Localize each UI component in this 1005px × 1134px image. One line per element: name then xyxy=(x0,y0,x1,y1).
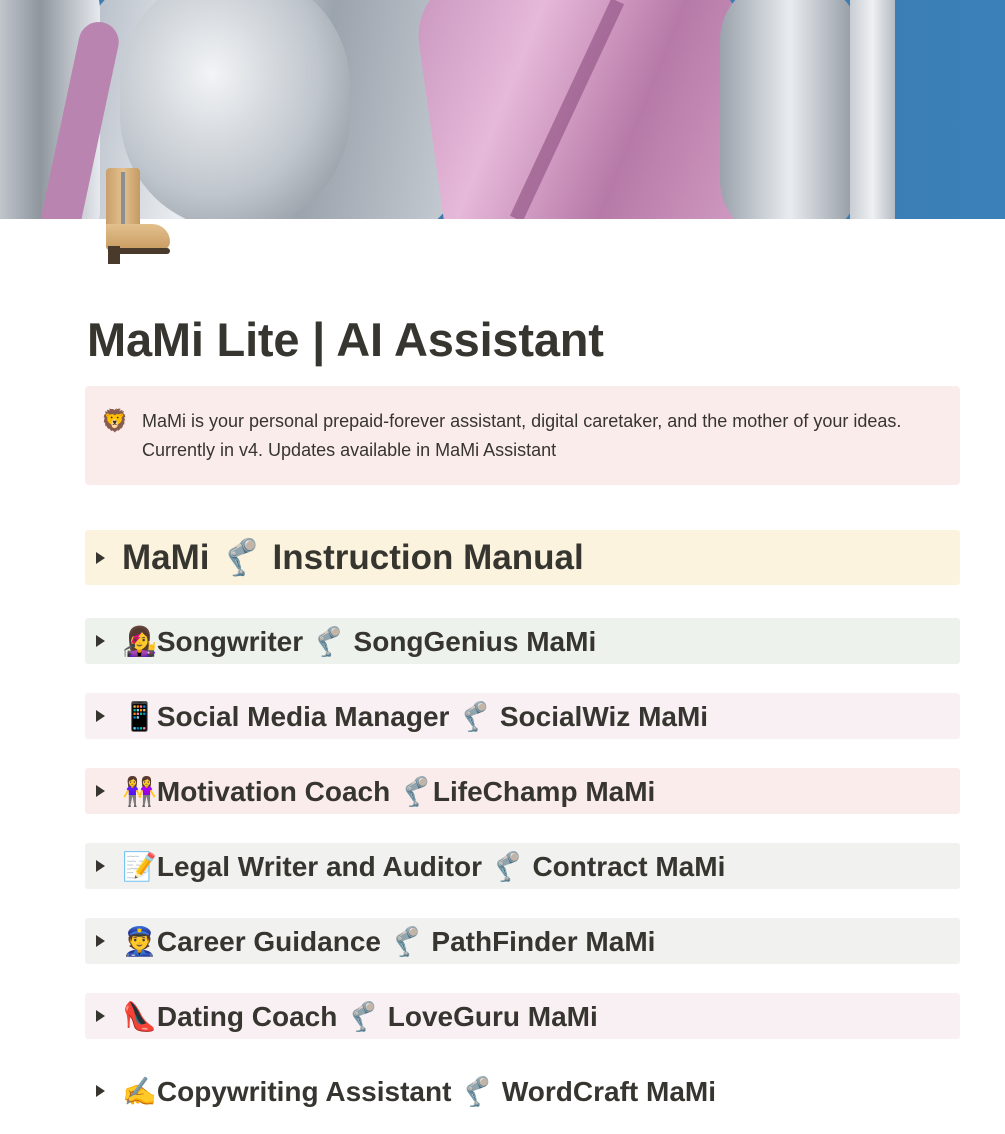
mechanical-leg-icon: 🦿 xyxy=(457,700,493,732)
toggle-label: 👮Career Guidance 🦿 PathFinder MaMi xyxy=(122,925,656,957)
toggle-copywriting-assistant[interactable] xyxy=(85,1068,960,1114)
toggle-career-guidance[interactable] xyxy=(85,918,960,964)
mechanical-leg-icon: 🦿 xyxy=(219,538,263,577)
toggle-label: ✍️Copywriting Assistant 🦿 WordCraft MaMi xyxy=(122,1075,716,1107)
boot-icon[interactable] xyxy=(100,168,176,268)
toggle-arrow-icon[interactable] xyxy=(96,710,105,722)
toggle-label: 👩‍🎤Songwriter 🦿 SongGenius MaMi xyxy=(122,625,597,657)
toggle-arrow-icon[interactable] xyxy=(96,1085,105,1097)
toggle-songwriter[interactable] xyxy=(85,618,960,664)
officer-icon: 👮 xyxy=(122,925,157,957)
mechanical-leg-icon: 🦿 xyxy=(398,775,433,807)
two-women-icon: 👭 xyxy=(122,775,157,807)
toggle-dating-coach[interactable] xyxy=(85,993,960,1039)
toggle-label: 📱Social Media Manager 🦿 SocialWiz MaMi xyxy=(122,700,709,732)
cover-shape xyxy=(850,0,895,219)
mechanical-leg-icon: 🦿 xyxy=(345,1000,380,1032)
toggle-arrow-icon[interactable] xyxy=(96,935,105,947)
high-heel-icon: 👠 xyxy=(122,1000,157,1032)
mechanical-leg-icon: 🦿 xyxy=(489,850,525,882)
toggle-label: 👭Motivation Coach 🦿LifeChamp MaMi xyxy=(122,775,656,807)
toggle-label: MaMi 🦿 Instruction Manual xyxy=(122,538,584,577)
toggle-instruction-manual[interactable] xyxy=(85,530,960,585)
mechanical-leg-icon: 🦿 xyxy=(388,925,424,957)
toggle-label: 👠Dating Coach 🦿 LoveGuru MaMi xyxy=(122,1000,598,1032)
mechanical-leg-icon: 🦿 xyxy=(459,1075,495,1107)
toggle-arrow-icon[interactable] xyxy=(96,860,105,872)
cover-shape xyxy=(720,0,860,219)
mobile-phone-icon: 📱 xyxy=(122,700,157,732)
toggle-arrow-icon[interactable] xyxy=(96,635,105,647)
writing-hand-icon: ✍️ xyxy=(122,1075,157,1107)
toggle-label: 📝Legal Writer and Auditor 🦿 Contract MaMi xyxy=(122,850,726,882)
toggle-legal-writer[interactable] xyxy=(85,843,960,889)
toggle-arrow-icon[interactable] xyxy=(96,785,105,797)
singer-icon: 👩‍🎤 xyxy=(122,625,157,657)
page-title[interactable]: MaMi Lite | AI Assistant xyxy=(87,313,604,366)
lion-face-icon: 🦁 xyxy=(101,408,129,433)
toggle-arrow-icon[interactable] xyxy=(96,552,105,564)
toggle-arrow-icon[interactable] xyxy=(96,1010,105,1022)
memo-icon: 📝 xyxy=(122,850,157,882)
toggle-motivation-coach[interactable] xyxy=(85,768,960,814)
callout-text[interactable]: MaMi is your personal prepaid-forever assistant, digital caretaker, and the mother of your ideas. Currently in v4. Updates available in MaMi Assistant xyxy=(142,411,902,460)
mechanical-leg-icon: 🦿 xyxy=(310,625,346,657)
callout[interactable] xyxy=(85,386,960,485)
toggle-social-media-manager[interactable] xyxy=(85,693,960,739)
